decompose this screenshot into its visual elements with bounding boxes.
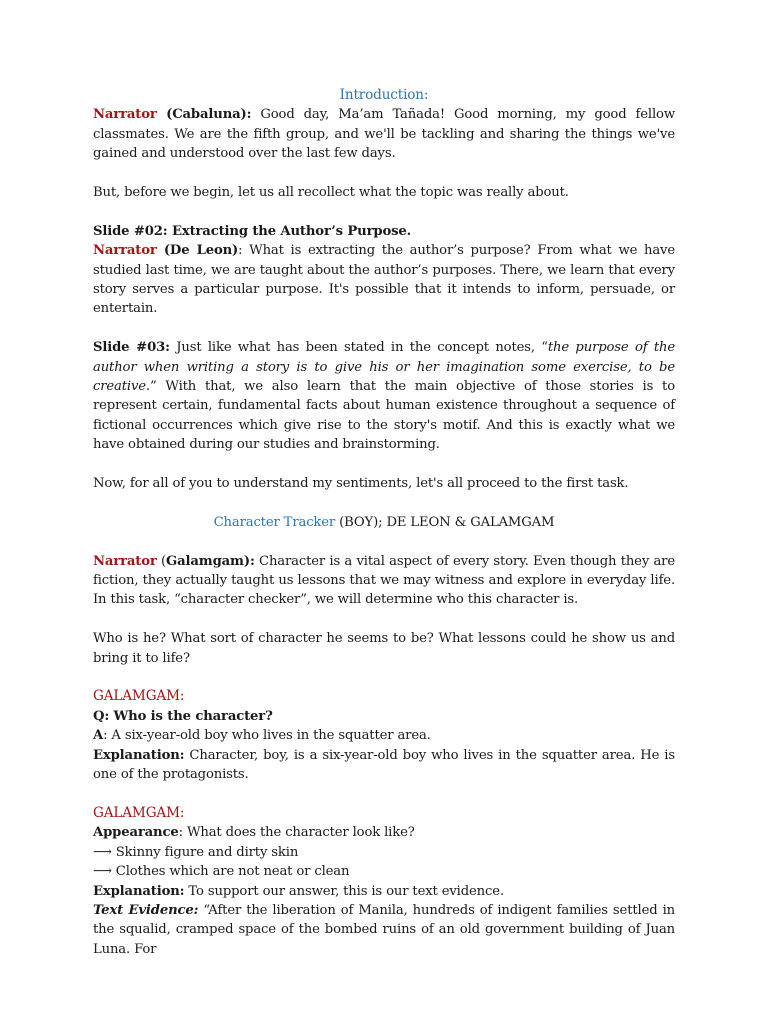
slide2-text: : What is extracting the author’s purpose? From what we have studied last time, we are taught about the author’s purposes. There, we learn that every story serves a particular purpose. It's possible that it intends to inform, persuade, or entertain. (93, 243, 675, 317)
explanation-paragraph-1 (93, 746, 675, 785)
galamgam-heading-1: GALAMGAM: (93, 688, 185, 705)
slide3-quote: the purpose of the author when writing a story is to give his or her imagination some exercise, to be creative. (93, 340, 676, 395)
narrator-label: Narrator (93, 243, 157, 259)
tracker-title: Character Tracker (213, 514, 336, 530)
appearance-text: : What does the character look like? (178, 825, 415, 841)
answer-label: A (93, 728, 104, 744)
proceed-paragraph: Now, for all of you to understand my sentiments, let's all proceed to the first task. (93, 476, 629, 492)
text-evidence-label: Text Evidence: (93, 902, 199, 918)
narrator-label: Narrator (93, 107, 157, 123)
recollect-paragraph: But, before we begin, let us all recollect what the topic was really about. (93, 185, 569, 201)
slide2-heading (93, 222, 675, 241)
paren-close: ): (243, 553, 255, 569)
text-evidence-paragraph (93, 901, 675, 959)
question-line: Q: Who is the character? (93, 708, 273, 724)
intro-paragraph (93, 105, 675, 163)
speaker-name: (Cabaluna): (156, 107, 252, 123)
slide2-paragraph (93, 241, 675, 319)
intro-text: Good day, Ma’am Tañada! Good morning, my good fellow classmates. We are the fifth group, and we'll be tackling and sharing the things we've gained and understood over the last few days. (93, 107, 675, 162)
bullet-item: ⟶ Clothes which are not neat or clean (93, 864, 350, 880)
tracker-text: Character is a vital aspect of every story. Even though they are fiction, they actually taught us lessons that we may witness and explore in everyday life. In this task, “character checker”, we will determine who this character is. (93, 553, 675, 608)
explanation-label: Explanation: (93, 883, 185, 899)
tracker-subtitle: (BOY); DE LEON & GALAMGAM (335, 514, 555, 530)
galamgam-heading-2: GALAMGAM: (93, 804, 185, 821)
text-evidence-text: “After the liberation of Manila, hundreds of indigent families settled in the squalid, cramped space of the bombed ruins of an old government building of Juan Luna. For (93, 902, 675, 957)
explanation-label: Explanation: (93, 747, 185, 763)
slide3-text-after: ” With that, we also learn that the main objective of those stories is to represent certain, fundamental facts about human existence throughout a sequence of fictional occurrences which give rise to the story's motif. And this is exactly what we have obtained during our studies and brainstorming. (93, 379, 675, 453)
slide2-title: Extracting the Author’s Purpose. (167, 223, 412, 239)
tracker-paragraph (93, 552, 675, 610)
narrator-label: Narrator (93, 553, 157, 569)
answer-text: : A six-year-old boy who lives in the squatter area. (103, 728, 431, 744)
appearance-line (93, 823, 675, 842)
paren-open: ( (156, 553, 167, 569)
answer-line (93, 726, 675, 745)
speaker-name: Galamgam (166, 553, 244, 569)
character-tracker-heading (93, 513, 675, 532)
explanation-line-2 (93, 882, 675, 901)
slide3-label: Slide #03: (93, 340, 170, 356)
slide3-paragraph (93, 338, 675, 454)
introduction-heading: Introduction: (339, 87, 429, 103)
speaker-name: (De Leon) (156, 243, 239, 259)
appearance-label: Appearance (93, 825, 179, 841)
bullet-item: ⟶ Skinny figure and dirty skin (93, 844, 299, 860)
slide3-text-before: Just like what has been stated in the concept notes, “ (169, 340, 548, 356)
explanation-text: To support our answer, this is our text evidence. (184, 883, 504, 899)
questions-paragraph: Who is he? What sort of character he seems to be? What lessons could he show us and bring it to life? (93, 631, 675, 666)
slide2-label: Slide #02: (93, 223, 168, 239)
explanation-text: Character, boy, is a six-year-old boy who lives in the squatter area. He is one of the protagonists. (93, 747, 675, 783)
